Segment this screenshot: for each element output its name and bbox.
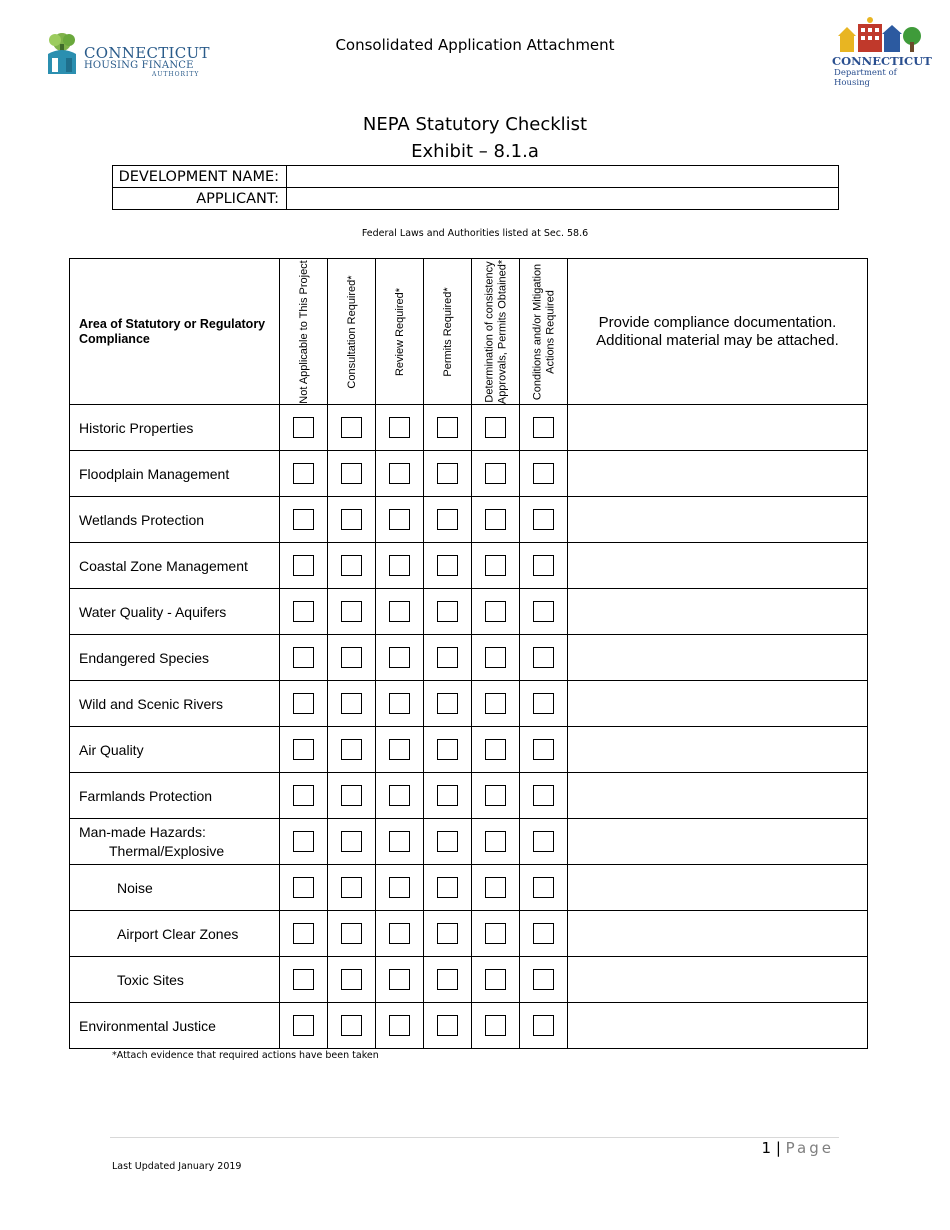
checkbox-cell [376, 911, 424, 957]
checkbox-cell [280, 727, 328, 773]
checklist-row [70, 727, 868, 773]
checklist-row [70, 405, 868, 451]
determination-header [472, 259, 520, 405]
checkbox-cell [280, 911, 328, 957]
checkbox[interactable] [341, 969, 362, 990]
compliance-area-cell [70, 451, 280, 497]
checkbox-cell [424, 773, 472, 819]
compliance-area-cell [70, 1003, 280, 1049]
checkbox-cell [424, 819, 472, 865]
project-info-table [112, 165, 839, 210]
compliance-area-sublabel: Thermal/Explosive [109, 843, 225, 859]
checkbox-cell [472, 1003, 520, 1049]
checkbox[interactable] [485, 1015, 506, 1036]
checkbox-cell [280, 405, 328, 451]
checkbox[interactable] [341, 417, 362, 438]
compliance-area-cell [70, 635, 280, 681]
checkbox-cell [472, 727, 520, 773]
compliance-area-label: Wild and Scenic Rivers [79, 695, 223, 712]
documentation-column-header: Provide compliance documentation. Additional material may be attached. [568, 259, 868, 405]
compliance-area-label: Environmental Justice [79, 1017, 216, 1034]
chfa-logo-line3: AUTHORITY [152, 71, 200, 78]
determination-header-line2: Approvals, Permits Obtained* [495, 259, 508, 404]
checkbox[interactable] [293, 785, 314, 806]
doh-logo [830, 14, 932, 88]
checkbox-cell [280, 543, 328, 589]
checkbox[interactable] [485, 739, 506, 760]
documentation-field[interactable] [568, 451, 868, 497]
permits-required-header [424, 259, 472, 405]
checkbox[interactable] [437, 877, 458, 898]
checkbox[interactable] [389, 785, 410, 806]
documentation-field[interactable] [568, 957, 868, 1003]
checkbox[interactable] [341, 463, 362, 484]
checkbox[interactable] [485, 555, 506, 576]
checkbox-cell [376, 773, 424, 819]
checkbox-cell [424, 405, 472, 451]
checkbox-cell [376, 405, 424, 451]
compliance-area-label: Toxic Sites [117, 971, 184, 988]
compliance-area-label: Noise [117, 879, 153, 896]
checkbox[interactable] [389, 463, 410, 484]
checklist-body [70, 405, 868, 1049]
checkbox[interactable] [389, 739, 410, 760]
documentation-field[interactable] [568, 911, 868, 957]
checkbox[interactable] [341, 739, 362, 760]
review-required-header [376, 259, 424, 405]
checkbox[interactable] [437, 969, 458, 990]
applicant-label: APPLICANT: [113, 188, 287, 210]
checklist-row [70, 911, 868, 957]
checklist-row [70, 1003, 868, 1049]
checkbox-cell [520, 911, 568, 957]
compliance-area-cell [70, 589, 280, 635]
checkbox[interactable] [437, 555, 458, 576]
checkbox[interactable] [485, 601, 506, 622]
page-number [762, 1139, 835, 1157]
checkbox[interactable] [533, 969, 554, 990]
checkbox-cell [472, 451, 520, 497]
checkbox-cell [280, 497, 328, 543]
checkbox-cell [328, 405, 376, 451]
checklist-row [70, 543, 868, 589]
checkbox[interactable] [293, 509, 314, 530]
statutory-checklist-table [69, 258, 868, 1049]
development-name-field[interactable] [287, 166, 839, 188]
checkbox[interactable] [389, 417, 410, 438]
page-number-separator: | [775, 1139, 781, 1157]
checkbox[interactable] [293, 693, 314, 714]
checkbox-cell [520, 543, 568, 589]
checkbox-cell [424, 865, 472, 911]
review-required-header-text: Review Required* [393, 287, 406, 376]
checkbox-cell [472, 773, 520, 819]
checkbox[interactable] [437, 647, 458, 668]
area-column-header: Area of Statutory or Regulatory Compliance [70, 259, 280, 405]
checkbox[interactable] [293, 831, 314, 852]
checkbox[interactable] [485, 831, 506, 852]
compliance-area-label: Coastal Zone Management [79, 557, 248, 574]
chfa-logo-line2: HOUSING FINANCE [84, 60, 194, 71]
compliance-area-cell [70, 727, 280, 773]
last-updated: Last Updated January 2019 [112, 1161, 242, 1172]
checkbox-cell [424, 451, 472, 497]
checkbox-cell [472, 819, 520, 865]
checkbox[interactable] [293, 555, 314, 576]
checkbox[interactable] [293, 739, 314, 760]
checkbox-cell [328, 727, 376, 773]
checkbox[interactable] [485, 509, 506, 530]
checkbox-cell [328, 911, 376, 957]
checkbox-cell [424, 957, 472, 1003]
not-applicable-header-text: Not Applicable to This Project [297, 259, 310, 404]
checkbox[interactable] [341, 831, 362, 852]
checkbox-cell [472, 497, 520, 543]
checkbox[interactable] [533, 923, 554, 944]
checkbox-cell [376, 681, 424, 727]
compliance-area-cell [70, 681, 280, 727]
checkbox[interactable] [533, 831, 554, 852]
compliance-area-label: Floodplain Management [79, 465, 230, 482]
checkbox[interactable] [389, 509, 410, 530]
documentation-field[interactable] [568, 1003, 868, 1049]
checkbox[interactable] [437, 601, 458, 622]
compliance-area-cell [70, 773, 280, 819]
checklist-row [70, 957, 868, 1003]
checkbox-cell [328, 1003, 376, 1049]
checkbox-cell [424, 681, 472, 727]
checkbox-cell [280, 957, 328, 1003]
compliance-area-label: Farmlands Protection [79, 787, 213, 804]
compliance-area-label: Airport Clear Zones [117, 925, 239, 942]
checkbox-cell [520, 405, 568, 451]
checkbox[interactable] [293, 1015, 314, 1036]
documentation-field[interactable] [568, 727, 868, 773]
checkbox[interactable] [533, 1015, 554, 1036]
checklist-row [70, 497, 868, 543]
checkbox[interactable] [389, 555, 410, 576]
checkbox[interactable] [341, 1015, 362, 1036]
checkbox-cell [328, 635, 376, 681]
chfa-logo-line1: CONNECTICUT [84, 44, 210, 62]
checkbox-cell [520, 865, 568, 911]
checkbox[interactable] [437, 417, 458, 438]
checkbox-cell [472, 865, 520, 911]
conditions-mitigation-header [520, 259, 568, 405]
checkbox-cell [376, 819, 424, 865]
checkbox[interactable] [533, 555, 554, 576]
footer-divider [110, 1137, 839, 1138]
document-title: NEPA Statutory Checklist [362, 114, 588, 135]
checkbox[interactable] [485, 417, 506, 438]
checkbox[interactable] [485, 785, 506, 806]
checkbox[interactable] [437, 693, 458, 714]
checkbox-cell [328, 773, 376, 819]
documentation-field[interactable] [568, 819, 868, 865]
checkbox[interactable] [341, 785, 362, 806]
checklist-row [70, 635, 868, 681]
checklist-row [70, 865, 868, 911]
checkbox[interactable] [437, 463, 458, 484]
checkbox[interactable] [437, 509, 458, 530]
checkbox-cell [424, 727, 472, 773]
checkbox[interactable] [437, 1015, 458, 1036]
checkbox[interactable] [533, 785, 554, 806]
checkbox[interactable] [293, 877, 314, 898]
checkbox-cell [520, 451, 568, 497]
checkbox[interactable] [389, 969, 410, 990]
checkbox-cell [376, 957, 424, 1003]
checkbox-cell [376, 543, 424, 589]
checklist-row [70, 773, 868, 819]
checkbox[interactable] [293, 417, 314, 438]
checkbox-cell [424, 911, 472, 957]
checkbox[interactable] [437, 785, 458, 806]
checkbox-cell [520, 819, 568, 865]
checkbox[interactable] [437, 923, 458, 944]
checkbox-cell [280, 819, 328, 865]
checkbox[interactable] [293, 463, 314, 484]
checkbox[interactable] [389, 601, 410, 622]
checkbox-cell [280, 589, 328, 635]
checkbox-cell [280, 773, 328, 819]
checkbox[interactable] [293, 647, 314, 668]
conditions-header-line1: Conditions and/or Mitigation [531, 263, 543, 400]
checkbox-cell [520, 681, 568, 727]
compliance-area-label: Wetlands Protection [79, 511, 205, 528]
documentation-field[interactable] [568, 681, 868, 727]
compliance-area-cell [70, 957, 280, 1003]
checkbox-cell [328, 543, 376, 589]
checkbox-cell [376, 1003, 424, 1049]
checkbox[interactable] [533, 509, 554, 530]
checkbox[interactable] [341, 555, 362, 576]
checkbox[interactable] [341, 923, 362, 944]
determination-header-text [483, 259, 508, 403]
checkbox-cell [376, 451, 424, 497]
checkbox-cell [328, 957, 376, 1003]
checkbox-cell [520, 635, 568, 681]
checkbox-cell [328, 819, 376, 865]
checkbox[interactable] [533, 647, 554, 668]
conditions-mitigation-header-text [531, 263, 556, 399]
checkbox-cell [328, 497, 376, 543]
checkbox-cell [520, 589, 568, 635]
compliance-area-cell [70, 405, 280, 451]
development-name-label: DEVELOPMENT NAME: [113, 166, 287, 188]
checkbox[interactable] [389, 923, 410, 944]
checklist-row [70, 819, 868, 865]
checkbox[interactable] [485, 463, 506, 484]
checkbox-cell [328, 681, 376, 727]
documentation-field[interactable] [568, 773, 868, 819]
checkbox-cell [472, 957, 520, 1003]
checkbox[interactable] [485, 877, 506, 898]
checkbox-cell [520, 727, 568, 773]
checkbox[interactable] [341, 601, 362, 622]
documentation-field[interactable] [568, 635, 868, 681]
checklist-header-row [70, 259, 868, 405]
checkbox-cell [328, 589, 376, 635]
checkbox-cell [424, 497, 472, 543]
checkbox-cell [520, 1003, 568, 1049]
authorities-note: Federal Laws and Authorities listed at Sec. 58.6 [361, 228, 589, 239]
checkbox-cell [424, 635, 472, 681]
compliance-area-cell [70, 865, 280, 911]
page-number-value: 1 [761, 1139, 772, 1157]
checkbox[interactable] [389, 693, 410, 714]
checkbox[interactable] [341, 877, 362, 898]
checkbox[interactable] [389, 1015, 410, 1036]
not-applicable-header [280, 259, 328, 405]
compliance-area-cell [70, 497, 280, 543]
documentation-field[interactable] [568, 497, 868, 543]
header-title: Consolidated Application Attachment [335, 36, 615, 54]
compliance-area-label: Man-made Hazards: [79, 824, 206, 840]
checkbox-cell [376, 635, 424, 681]
compliance-area-label: Air Quality [79, 741, 144, 758]
compliance-area-label: Endangered Species [79, 649, 209, 666]
applicant-field[interactable] [287, 188, 839, 210]
checkbox[interactable] [533, 693, 554, 714]
checkbox-cell [280, 451, 328, 497]
checkbox[interactable] [533, 417, 554, 438]
checkbox-cell [328, 451, 376, 497]
checkbox-cell [376, 497, 424, 543]
checkbox-cell [472, 635, 520, 681]
checkbox[interactable] [389, 831, 410, 852]
checkbox-cell [520, 773, 568, 819]
checkbox[interactable] [389, 647, 410, 668]
compliance-area-cell [70, 819, 280, 865]
checkbox[interactable] [533, 601, 554, 622]
checkbox[interactable] [485, 969, 506, 990]
permits-required-header-text: Permits Required* [441, 286, 454, 377]
checkbox[interactable] [533, 739, 554, 760]
checklist-row [70, 681, 868, 727]
checkbox-cell [280, 865, 328, 911]
checkbox-cell [280, 635, 328, 681]
checklist-row [70, 589, 868, 635]
checkbox[interactable] [341, 509, 362, 530]
checkbox-cell [376, 589, 424, 635]
checkbox-cell [424, 543, 472, 589]
doh-logo-line2: Department of Housing [834, 68, 897, 88]
checkbox[interactable] [485, 647, 506, 668]
checkbox-cell [472, 589, 520, 635]
checkbox-cell [472, 543, 520, 589]
compliance-area-label: Historic Properties [79, 419, 194, 436]
checkbox-cell [280, 1003, 328, 1049]
documentation-field[interactable] [568, 543, 868, 589]
checkbox[interactable] [293, 923, 314, 944]
consultation-required-header-text: Consultation Required* [345, 274, 358, 389]
document-subtitle: Exhibit – 8.1.a [411, 141, 539, 162]
checkbox-cell [472, 911, 520, 957]
checkbox-cell [520, 957, 568, 1003]
checkbox-cell [376, 865, 424, 911]
checkbox-cell [472, 405, 520, 451]
checkbox-cell [520, 497, 568, 543]
checkbox[interactable] [341, 693, 362, 714]
compliance-area-cell [70, 543, 280, 589]
checkbox[interactable] [389, 877, 410, 898]
checkbox-cell [280, 681, 328, 727]
checkbox-cell [424, 1003, 472, 1049]
documentation-field[interactable] [568, 405, 868, 451]
determination-header-line1: Determination of consistency [483, 260, 495, 403]
checkbox[interactable] [293, 601, 314, 622]
doh-logo-line1: CONNECTICUT [832, 54, 932, 68]
houses-icon [830, 14, 930, 54]
documentation-field[interactable] [568, 865, 868, 911]
checkbox[interactable] [341, 647, 362, 668]
page-word: Page [785, 1139, 834, 1157]
checkbox[interactable] [437, 831, 458, 852]
checkbox[interactable] [437, 739, 458, 760]
checkbox[interactable] [293, 969, 314, 990]
checkbox-cell [424, 589, 472, 635]
checkbox-cell [376, 727, 424, 773]
checkbox[interactable] [485, 923, 506, 944]
consultation-required-header [328, 259, 376, 405]
documentation-field[interactable] [568, 589, 868, 635]
checklist-row [70, 451, 868, 497]
checkbox-cell [328, 865, 376, 911]
checkbox[interactable] [533, 463, 554, 484]
checkbox[interactable] [485, 693, 506, 714]
footnote: *Attach evidence that required actions have been taken [112, 1050, 379, 1061]
checkbox-cell [472, 681, 520, 727]
compliance-area-cell [70, 911, 280, 957]
checkbox[interactable] [533, 877, 554, 898]
compliance-area-label: Water Quality - Aquifers [79, 603, 227, 620]
conditions-header-line2: Actions Required [543, 289, 556, 374]
